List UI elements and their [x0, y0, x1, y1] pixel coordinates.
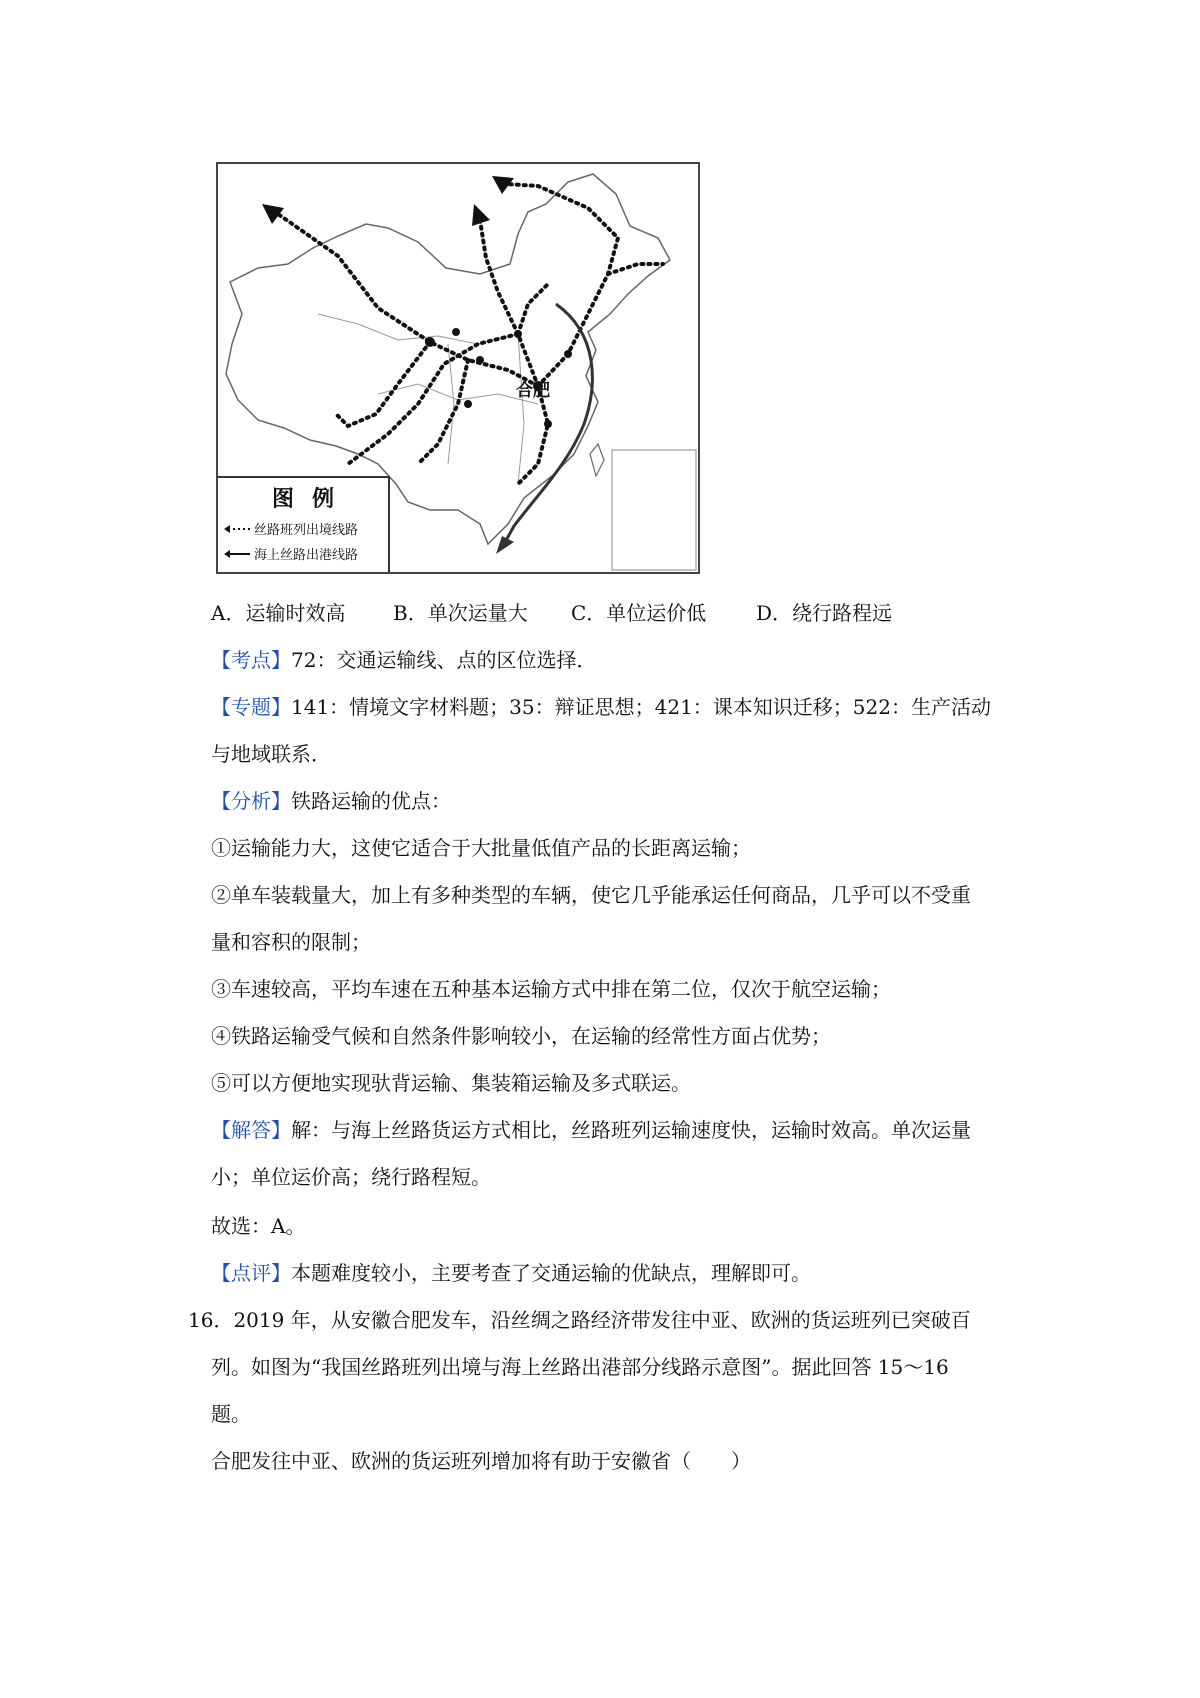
fenxi-item-2-cont: 量和容积的限制；: [211, 930, 371, 954]
question-16-line-1: [188, 1306, 971, 1334]
question-16-line-3: 题。: [211, 1402, 251, 1426]
option-b: B．单次运量大: [393, 601, 528, 625]
dianping-line: [211, 1259, 811, 1287]
question-16-stem: 合肥发往中亚、欧洲的货运班列增加将有助于安徽省（ ）: [211, 1449, 751, 1473]
fenxi-item-1: ①运输能力大，这使它适合于大批量低值产品的长距离运输；: [211, 836, 751, 860]
fenxi-line: [211, 787, 451, 815]
question-number: 16．: [188, 1308, 234, 1332]
zhuanti-text: 141：情境文字材料题；35：辩证思想；421：课本知识迁移；522：生产活动: [291, 695, 991, 719]
rail-route-arrowheads: [262, 176, 514, 226]
dianping-text: 本题难度较小，主要考查了交通运输的优缺点，理解即可。: [291, 1261, 811, 1285]
fenxi-text: 铁路运输的优点：: [291, 789, 451, 813]
legend-item-rail: [224, 519, 388, 538]
solid-arrow-icon: [224, 549, 250, 559]
kaodian-tag: 【考点】: [211, 648, 291, 672]
kaodian-line: [211, 646, 596, 674]
option-a: A．运输时效高: [211, 601, 346, 625]
taiwan-island: [590, 444, 604, 476]
legend-item-sea: [224, 544, 388, 563]
fenxi-tag: 【分析】: [211, 789, 291, 813]
option-d: D．绕行路程远: [756, 601, 893, 625]
fenxi-item-2: ②单车装载量大，加上有多种类型的车辆，使它几乎能承运任何商品，几乎可以不受重: [211, 883, 971, 907]
jieda-line-2: 小；单位运价高；绕行路程短。: [211, 1165, 491, 1189]
jieda-answer: 故选：A。: [211, 1214, 306, 1238]
silk-road-rail-routes: [278, 184, 663, 484]
jieda-tag: 【解答】: [211, 1118, 291, 1142]
zhuanti-line: [211, 693, 991, 721]
south-sea-inset: [612, 450, 696, 570]
hefei-city-label: 合肥: [516, 381, 550, 401]
fenxi-item-3: ③车速较高，平均车速在五种基本运输方式中排在第二位，仅次于航空运输；: [211, 977, 891, 1001]
question-16-line-2: 列。如图为“我国丝路班列出境与海上丝路出港部分线路示意图”。据此回答 15～16: [211, 1355, 949, 1379]
jieda-line: [211, 1116, 971, 1144]
option-c: C．单位运价低: [571, 601, 707, 625]
jieda-text: 解：与海上丝路货运方式相比，丝路班列运输速度快，运输时效高。单次运量: [291, 1118, 971, 1142]
question-16-text-1: 2019 年，从安徽合肥发车，沿丝绸之路经济带发往中亚、欧洲的货运班列已突破百: [233, 1308, 971, 1332]
map-legend: [218, 476, 390, 572]
dotted-arrow-icon: [224, 524, 250, 534]
legend-rail-label: 丝路班列出境线路: [254, 523, 359, 538]
zhuanti-tag: 【专题】: [211, 695, 291, 719]
sea-route-arrowhead: [496, 536, 514, 554]
legend-title: 图例: [271, 487, 352, 512]
legend-sea-label: 海上丝路出港线路: [254, 548, 359, 563]
route-map-figure: [216, 162, 700, 574]
kaodian-text: 72：交通运输线、点的区位选择．: [291, 648, 597, 672]
fenxi-item-5: ⑤可以方便地实现驮背运输、集装箱运输及多式联运。: [211, 1071, 691, 1095]
dianping-tag: 【点评】: [211, 1261, 291, 1285]
zhuanti-line-2: 与地域联系．: [211, 742, 331, 766]
fenxi-item-4: ④铁路运输受气候和自然条件影响较小，在运输的经常性方面占优势；: [211, 1024, 831, 1048]
